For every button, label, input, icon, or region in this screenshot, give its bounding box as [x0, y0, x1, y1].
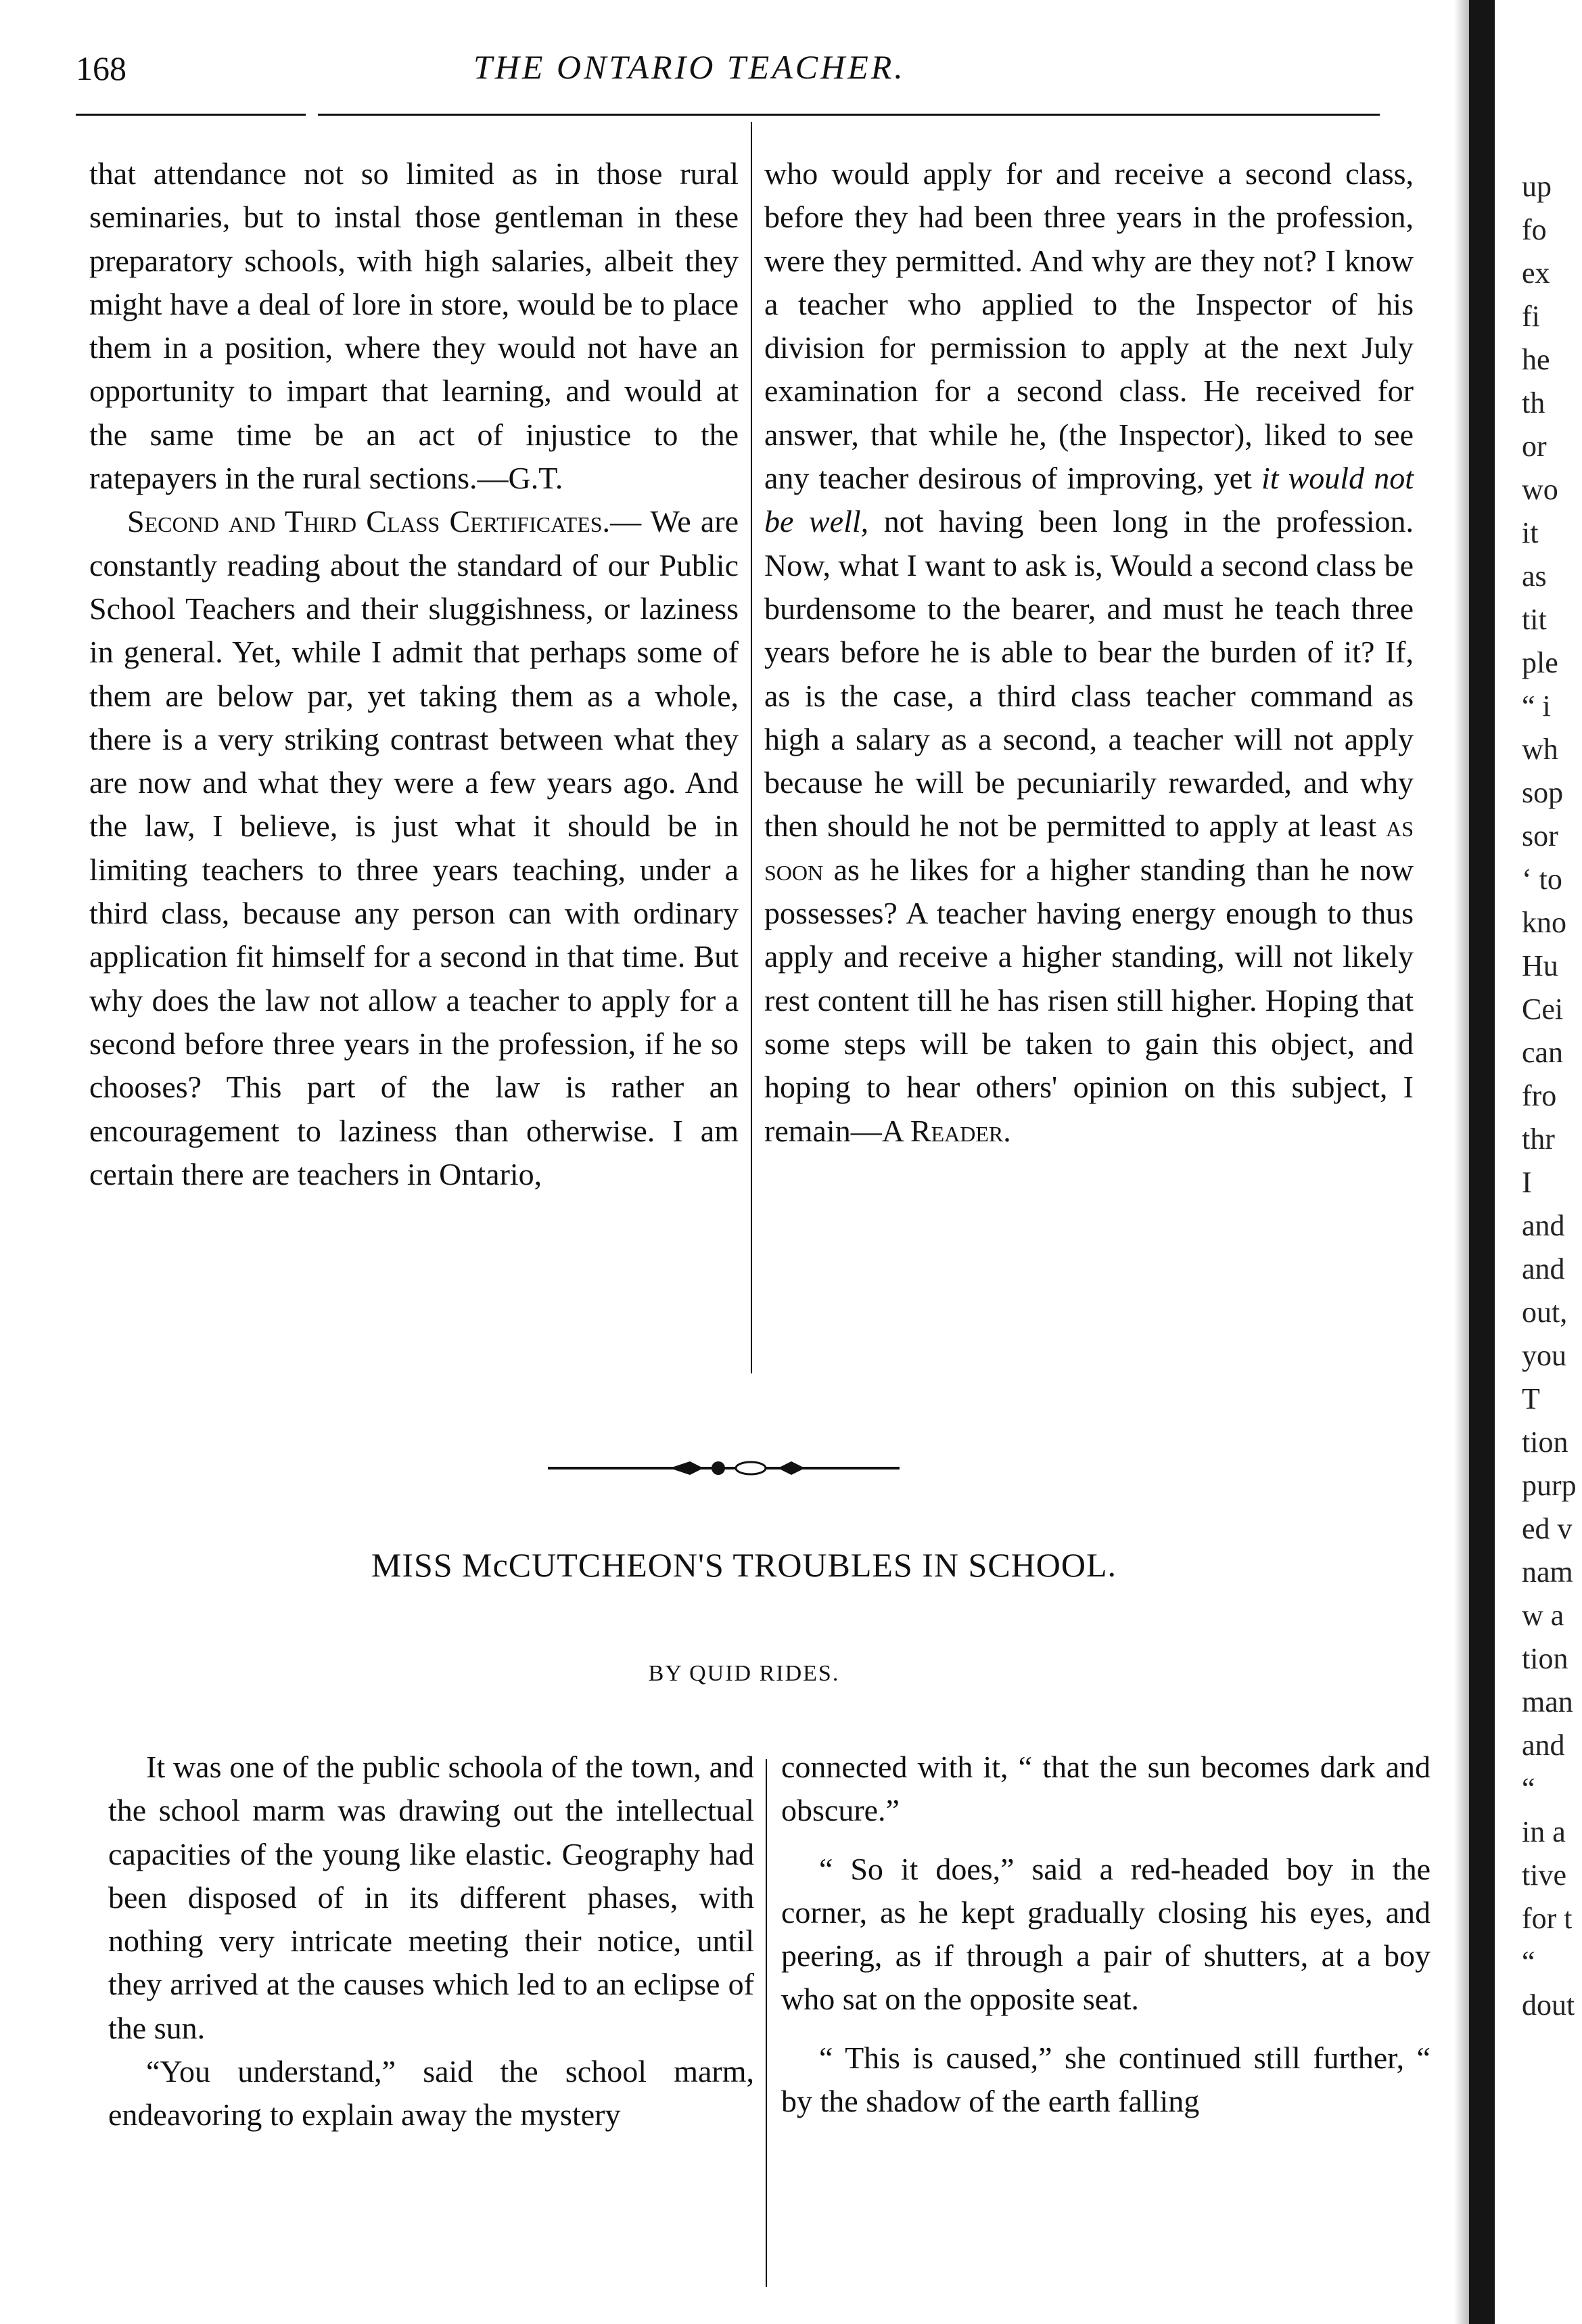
next-page-fragment: tit: [1522, 603, 1547, 636]
next-page-fragment: Cei: [1522, 993, 1564, 1026]
next-page-fragment: ple: [1522, 646, 1558, 679]
next-page-fragment: fi: [1522, 300, 1540, 333]
next-page-fragment: dout: [1522, 1988, 1575, 2022]
column-divider-lower: [766, 1759, 767, 2287]
signature: Reader.: [910, 1113, 1011, 1148]
next-page-fragment: and: [1522, 1252, 1565, 1285]
article-paragraph: “ This is caused,” she continued still further, “ by the shadow of the earth falling: [781, 2040, 1430, 2119]
next-page-fragment: you: [1522, 1339, 1566, 1372]
next-page-fragment: tion: [1522, 1426, 1568, 1459]
next-page-fragment: T: [1522, 1382, 1540, 1415]
article-paragraph: “ So it does,” said a red-headed boy in the corner, as he kept gradually closing his eyes, and peering, as if through a pair of shutters, at a boy who sat on the opposite seat.: [781, 1851, 1430, 2017]
next-page-fragment: for t: [1522, 1902, 1573, 1935]
section-paragraph: [89, 500, 739, 1196]
next-page-fragment: Hu: [1522, 949, 1558, 982]
next-page-fragment: wo: [1522, 473, 1558, 506]
ornamental-divider: [548, 1455, 900, 1482]
next-page-fragment: w a: [1522, 1599, 1564, 1632]
next-page-fragment: thr: [1522, 1122, 1555, 1156]
next-page-fragment: and: [1522, 1209, 1565, 1242]
article-byline: BY QUID RIDES.: [648, 1661, 840, 1686]
column-divider-upper: [751, 122, 752, 1373]
next-page-fragment: “: [1522, 1772, 1535, 1805]
next-page-fragment: it: [1522, 516, 1539, 549]
next-page-fragment: in a: [1522, 1815, 1566, 1848]
article-paragraph: It was one of the public schoola of the town, and the school marm was drawing out the intellectual capacities of the young like elastic. Geography had been disposed of in its different phases, with nothing very intricate meeting their notice, until they arrived at the causes which led to an eclipse of the sun.: [108, 1750, 754, 2045]
next-page-fragment: as: [1522, 560, 1547, 593]
binding-shadow: [1454, 0, 1469, 2324]
section-heading: Second and Third Class Certificates.: [127, 504, 611, 539]
right-text-smallcaps: as soon: [764, 808, 1414, 887]
next-page-fragment: “: [1522, 1945, 1535, 1978]
next-page-fragment: ex: [1522, 256, 1550, 290]
next-page-fragment: and: [1522, 1729, 1565, 1762]
upper-left-column: [89, 152, 739, 1196]
next-page-fragment: up: [1522, 170, 1552, 203]
next-page-fragment: sop: [1522, 776, 1564, 809]
right-text-part-b: not having been long in the profession. Now, what I want to ask is, Would a second class be burdensome to the bearer, and must he teach three years before he is able to bear the burden of it? If, as is the case, a third class teacher command as high a salary as a second, a teacher will not apply because he will be pecuniarily rewarded, and why then should he not be permitted to apply at least: [764, 504, 1414, 844]
next-page-fragment: I: [1522, 1166, 1532, 1199]
next-page-fragment: or: [1522, 430, 1547, 463]
next-page-fragment: th: [1522, 386, 1545, 419]
next-page-fragment: kno: [1522, 906, 1566, 939]
next-page-fragment: tion: [1522, 1642, 1568, 1675]
next-page-fragment: “ i: [1522, 689, 1551, 723]
next-page-fragment: fro: [1522, 1079, 1557, 1112]
next-page-fragment: man: [1522, 1685, 1573, 1718]
right-text-part-a: who would apply for and receive a second class, before they had been three years in the profession, were they permitted. And why are they not? I know a teacher who applied to the Inspector of his division for permission to apply at the next July examination for a second class. He received for answer, that while he, (the Inspector), liked to see any teacher desirous of improving, yet: [764, 156, 1414, 496]
running-title: THE ONTARIO TEACHER.: [473, 48, 906, 86]
left-column-text: that attendance not so limited as in those rural seminaries, but to instal those gentleman in these preparatory schools, with high salaries, albeit they might have a deal of lore in store, would be to place them in a position, where they would not have an opportunity to impart that learning, and would at the same time be an act of injustice to the ratepayers in the rural sections.—G.T.: [89, 156, 739, 496]
next-page-fragment: out,: [1522, 1296, 1568, 1329]
next-page-fragment: tive: [1522, 1859, 1566, 1892]
right-column-text: [764, 152, 1414, 1153]
article-title: MISS McCUTCHEON'S TROUBLES IN SCHOOL.: [371, 1546, 1117, 1584]
article-left-column: [108, 1746, 754, 2137]
upper-right-column: [764, 152, 1414, 1153]
page-number: 168: [76, 49, 126, 87]
next-page-fragment: fo: [1522, 213, 1547, 246]
article-paragraph: “You understand,” said the school marm, endeavoring to explain away the mystery: [108, 2054, 754, 2133]
article-right-column: [781, 1746, 1430, 2123]
article-paragraph: connected with it, “ that the sun becomes dark and obscure.”: [781, 1750, 1430, 1828]
header-rule-right: [318, 114, 1380, 116]
right-text-italic: it would not be well,: [764, 461, 1414, 539]
section-text: — We are constantly reading about the standard of our Public School Teachers and their sluggishness, or laziness in general. Yet, while I admit that perhaps some of them are below par, yet taking them as a whole, there is a very striking contrast between what they are now and what they were a few years ago. And the law, I believe, is just what it should be in limiting teachers to three years teaching, under a third class, because any person can with ordinary application fit himself for a second in that time. But why does the law not allow a teacher to apply for a second before three years in the profession, if he so chooses? This part of the law is rather an encouragement to laziness than otherwise. I am certain there are teachers in Ontario,: [89, 504, 739, 1191]
next-page-fragment: nam: [1522, 1555, 1573, 1589]
book-binding: [1469, 0, 1495, 2324]
next-page-fragment: sor: [1522, 819, 1558, 852]
next-page-fragment: wh: [1522, 733, 1558, 766]
next-page-fragment: ‘ to: [1522, 863, 1562, 896]
next-page-fragment: can: [1522, 1036, 1564, 1069]
right-text-part-c: as he likes for a higher standing than he now possesses? A teacher having energy enough to thus apply and receive a higher standing, will not likely rest content till he has risen still higher. Hoping that some steps will be taken to gain this object, and hoping to hear others' opinion on this subject, I remain—A: [764, 852, 1414, 1148]
next-page-fragment: purp: [1522, 1469, 1577, 1502]
next-page-fragment: ed v: [1522, 1512, 1573, 1545]
next-page-fragment: he: [1522, 343, 1550, 376]
header-rule-left: [76, 114, 306, 116]
